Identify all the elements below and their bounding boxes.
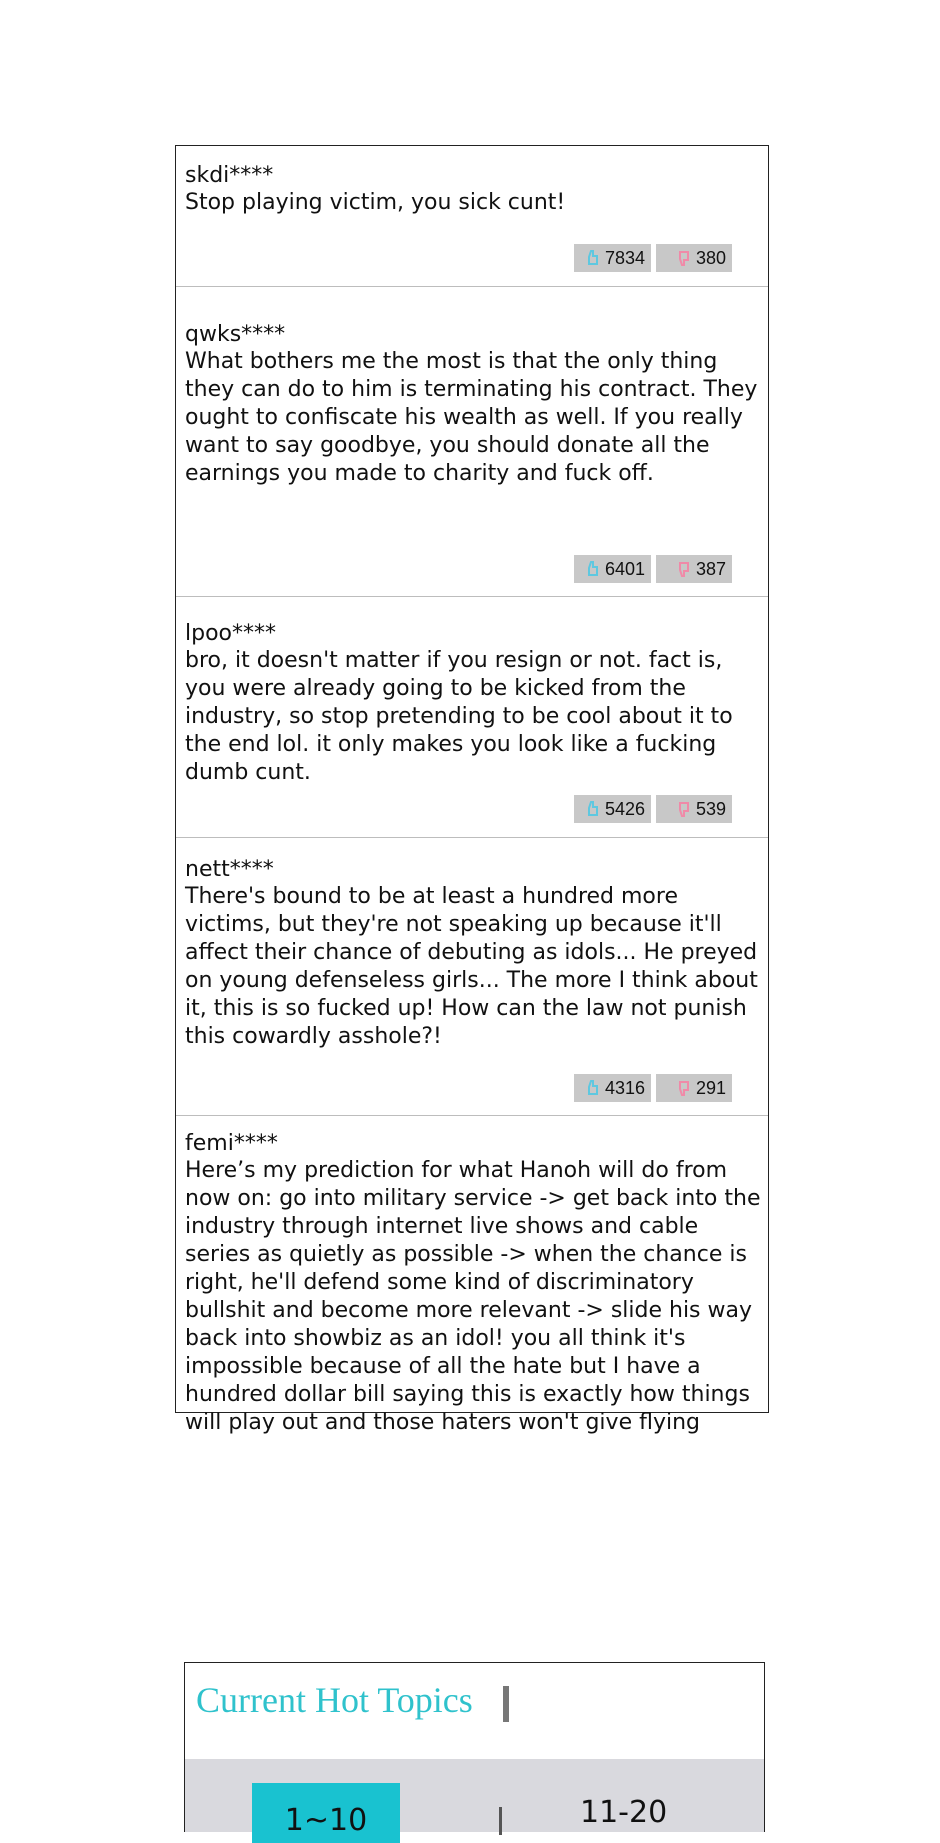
vote-group <box>574 555 732 583</box>
hot-topics-panel <box>184 1662 765 1838</box>
dislike-count: 380 <box>695 247 726 268</box>
comment-username: skdi**** <box>185 163 274 188</box>
like-count: 5426 <box>604 798 645 819</box>
comment-text: Stop playing victim, you sick cunt! <box>185 190 566 215</box>
tab-1-10[interactable]: 1~10 <box>252 1783 400 1843</box>
comment-username: nett**** <box>185 857 274 882</box>
comment-text: There's bound to be at least a hundred more victims, but they're not speaking up because it'll affect their chance of debuting as idols... He preyed on young defenseless girls... The more I think about it, this is so fucked up! How can the law not punish this cowardly asshole?! <box>185 884 758 1049</box>
hot-topics-title: Current Hot Topics <box>196 1680 473 1720</box>
like-button[interactable] <box>574 1074 651 1102</box>
comment-text: What bothers me the most is that the only thing they can do to him is terminating his contract. They ought to confiscate his wealth as well. If you really want to say goodbye, you should donate all the earnings you made to charity and fuck off. <box>185 349 758 486</box>
thumbs-up-icon <box>585 1079 599 1097</box>
thumbs-up-icon <box>585 800 599 818</box>
comment-text: Here’s my prediction for what Hanoh will do from now on: go into military service -> get back into the industry through internet live shows and cable series as quietly as possible -> when the chance is right, he'll defend some kind of discriminatory bullshit and become more relevant -> slide his way back into showbiz as an idol! you all think it's impossible because of all the hate but I have a hundred dollar bill saying this is exactly how things will play out and those haters won't give flying <box>185 1158 761 1435</box>
dislike-button[interactable] <box>656 795 732 823</box>
thumbs-up-icon <box>585 560 599 578</box>
thumbs-down-icon <box>676 1079 690 1097</box>
comment-username: qwks**** <box>185 322 286 347</box>
like-count: 7834 <box>604 247 645 268</box>
comment-list <box>175 145 769 1435</box>
hot-topics-tabs <box>185 1759 764 1838</box>
dislike-count: 539 <box>695 798 726 819</box>
comment-item <box>176 1116 768 1435</box>
comment-username: lpoo**** <box>185 621 276 646</box>
dislike-count: 387 <box>695 558 726 579</box>
comment-item <box>176 838 768 1116</box>
thumbs-up-icon <box>585 249 599 267</box>
dislike-button[interactable] <box>656 244 732 272</box>
thumbs-down-icon <box>676 249 690 267</box>
like-button[interactable] <box>574 795 651 823</box>
comment-username: femi**** <box>185 1131 278 1156</box>
dislike-count: 291 <box>695 1077 726 1098</box>
comment-text: bro, it doesn't matter if you resign or not. fact is, you were already going to be kicked from the industry, so stop pretending to be cool about it to the end lol. it only makes you look like a fucking dumb cunt. <box>185 648 733 785</box>
like-count: 4316 <box>604 1077 645 1098</box>
comment-item <box>176 287 768 597</box>
vote-group <box>574 1074 732 1102</box>
tab-11-20[interactable]: 11-20 <box>580 1795 668 1830</box>
dislike-button[interactable] <box>656 555 732 583</box>
title-divider <box>503 1686 509 1722</box>
like-button[interactable] <box>574 244 651 272</box>
dislike-button[interactable] <box>656 1074 732 1102</box>
comment-item <box>176 146 768 287</box>
vote-group <box>574 244 732 272</box>
thumbs-down-icon <box>676 560 690 578</box>
comment-item <box>176 597 768 838</box>
thumbs-down-icon <box>676 800 690 818</box>
vote-group <box>574 795 732 823</box>
like-count: 6401 <box>604 558 645 579</box>
like-button[interactable] <box>574 555 651 583</box>
tab-separator <box>499 1807 502 1835</box>
